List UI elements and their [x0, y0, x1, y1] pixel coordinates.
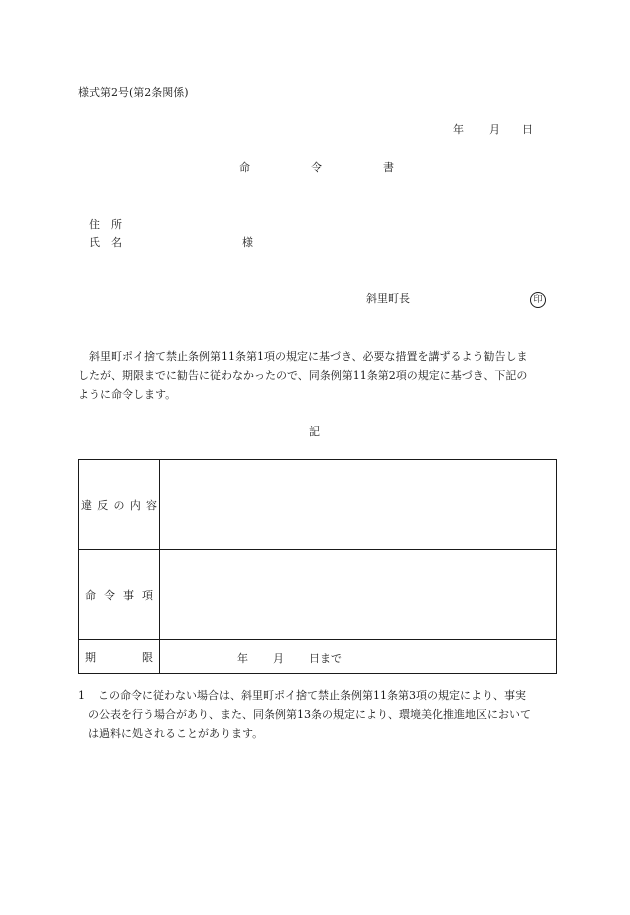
body-line-1: 斜里町ポイ捨て禁止条例第11条第1項の規定に基づき、必要な措置を講ずるよう勧告しま: [89, 350, 528, 363]
deadline-label: [79, 640, 160, 674]
honorific: 様: [242, 236, 253, 249]
body-line-3: ように命令します。: [78, 388, 177, 401]
violation-char: 容: [146, 498, 157, 512]
order-char: 令: [104, 588, 115, 602]
footnote-line-2: の公表を行う場合があり、また、同条例第13条の規定により、環境美化推進地区において: [88, 708, 531, 721]
title-char-3: 書: [383, 161, 394, 174]
deadline-char: 期: [85, 650, 96, 664]
deadline-value-cell[interactable]: [160, 640, 557, 674]
form-number: 様式第2号(第2条関係): [78, 86, 189, 99]
deadline-month: 月: [273, 652, 284, 665]
ki-heading: 記: [309, 425, 320, 438]
date-day: 日: [522, 123, 533, 136]
violation-char: 内: [129, 498, 141, 512]
date-month: 月: [489, 123, 500, 136]
violation-content-cell[interactable]: [160, 460, 557, 550]
body-line-2: したが、期限までに勧告に従わなかったので、同条例第11条第2項の規定に基づき、下記の: [78, 369, 528, 382]
title-char-2: 令: [311, 161, 322, 174]
table-row-order: [79, 550, 557, 640]
violation-char: 反: [97, 498, 109, 512]
order-table: [78, 459, 557, 674]
seal-mark: 印: [530, 292, 546, 308]
violation-char: の: [113, 498, 125, 512]
violation-label: [79, 460, 160, 550]
order-char: 事: [123, 588, 134, 602]
order-content-cell[interactable]: [160, 550, 557, 640]
footnote-line-3: は過料に処されることがあります。: [88, 727, 264, 740]
order-char: 項: [142, 588, 153, 602]
address-label: 住 所: [89, 218, 122, 231]
table-row-deadline: [79, 640, 557, 674]
deadline-until: 日まで: [309, 652, 342, 665]
footnote-number: 1: [78, 689, 85, 702]
deadline-year: 年: [237, 652, 248, 665]
table-row-violation: [79, 460, 557, 550]
deadline-char: 限: [142, 650, 153, 664]
body-paragraph: [78, 347, 558, 404]
issuer-title: 斜里町長: [366, 292, 410, 305]
order-char: 命: [85, 588, 96, 602]
title-char-1: 命: [239, 161, 250, 174]
name-label: 氏 名: [89, 236, 122, 249]
footnote: [78, 686, 562, 743]
document-title: [0, 161, 630, 175]
order-label: [79, 550, 160, 640]
violation-char: 違: [81, 498, 92, 512]
footnote-line-1: この命令に従わない場合は、斜里町ポイ捨て禁止条例第11条第3項の規定により、事実: [98, 689, 526, 702]
date-year: 年: [453, 123, 464, 136]
